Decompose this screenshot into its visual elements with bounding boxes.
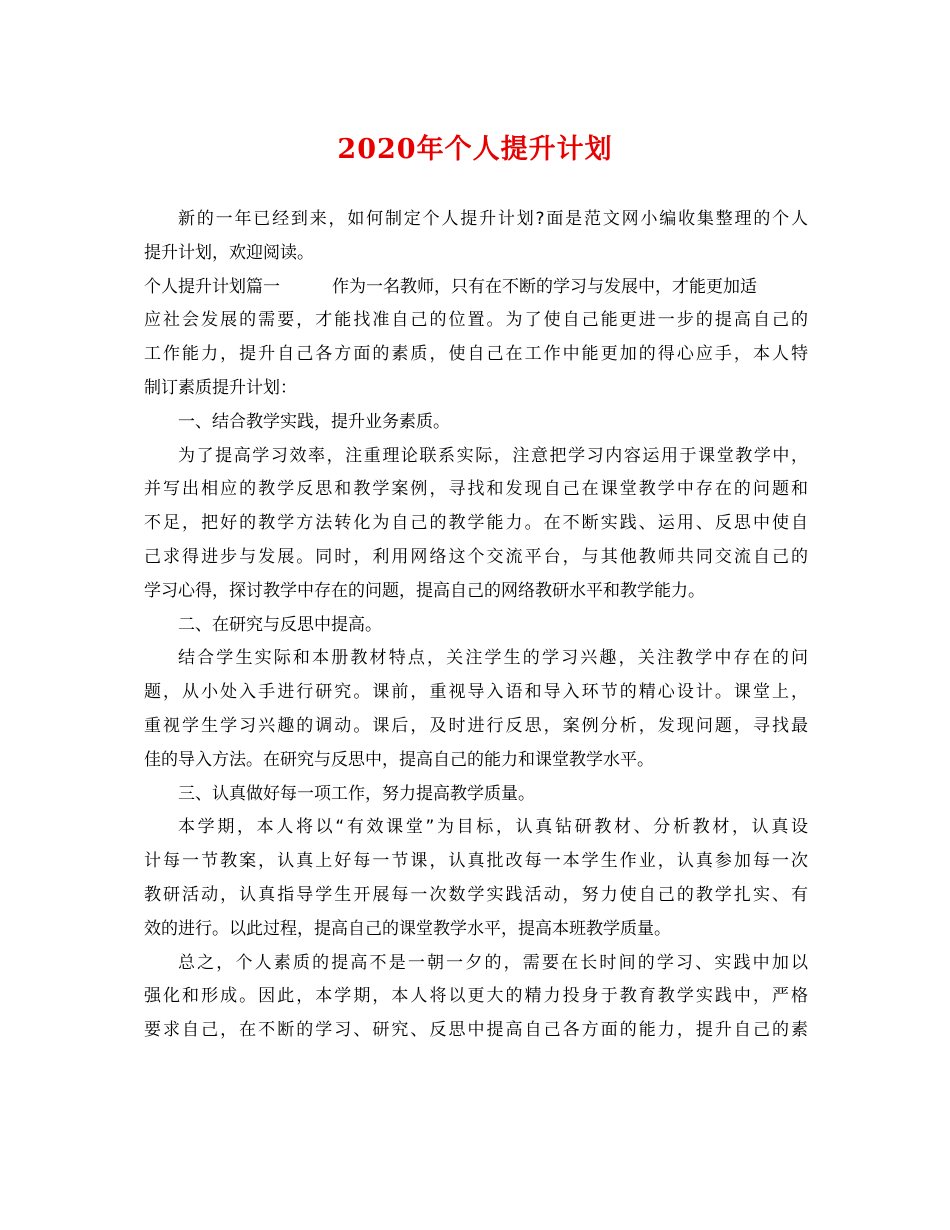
- para2-line-2: 题，从小处入手进行研究。课前，重视导入语和导入环节的精心设计。课堂上，: [144, 682, 808, 703]
- para1-line-3: 不足，把好的教学方法转化为自己的教学能力。在不断实践、运用、反思中使自: [144, 513, 808, 534]
- section-line-1: [144, 271, 808, 305]
- intro-line-2: 提升计划，欢迎阅读。: [144, 242, 314, 263]
- para3-line-2: 计每一节教案，认真上好每一节课，认真批改每一本学生作业，认真参加每一次: [144, 851, 808, 872]
- para3-line-1: 本学期，本人将以“有效课堂”为目标，认真钻研教材、分析教材，认真设: [178, 817, 808, 838]
- para1-line-1: 为了提高学习效率，注重理论联系实际，注意把学习内容运用于课堂教学中，: [178, 445, 808, 466]
- section-label: 个人提升计划篇一: [144, 276, 280, 297]
- section-line-3: 工作能力，提升自己各方面的素质，使自己在工作中能更加的得心应手，本人特: [144, 344, 808, 365]
- para4-line-1: 总之，个人素质的提高不是一朝一夕的，需要在长时间的学习、实践中加以: [178, 952, 808, 973]
- heading-1: 一、结合教学实践，提升业务素质。: [178, 411, 450, 432]
- para2-line-1: 结合学生实际和本册教材特点，关注学生的学习兴趣，关注教学中存在的问: [178, 648, 808, 669]
- para1-line-2: 并写出相应的教学反思和教学案例，寻找和发现自己在课堂教学中存在的问题和: [144, 479, 808, 500]
- heading-3: 三、认真做好每一项工作，努力提高教学质量。: [178, 783, 535, 804]
- para3-line-3: 教研活动，认真指导学生开展每一次数学实践活动，努力使自己的教学扎实、有: [144, 884, 808, 905]
- para1-line-5: 学习心得，探讨教学中存在的问题，提高自己的网络教研水平和教学能力。: [144, 580, 705, 601]
- para3-line-4: 效的进行。以此过程，提高自己的课堂教学水平，提高本班教学质量。: [144, 918, 671, 939]
- para2-line-3: 重视学生学习兴趣的调动。课后，及时进行反思，案例分析，发现问题，寻找最: [144, 715, 808, 736]
- document-body: [144, 203, 808, 1048]
- section-line-1-text: 作为一名教师，只有在不断的学习与发展中，才能更加适: [332, 276, 757, 297]
- document-title: 2020年个人提升计划: [337, 134, 613, 165]
- section-line-2: 应社会发展的需要，才能找准自己的位置。为了使自己能更进一步的提高自己的: [144, 310, 808, 331]
- para1-line-4: 己求得进步与发展。同时，利用网络这个交流平台，与其他教师共同交流自己的: [144, 546, 808, 567]
- para4-line-2: 强化和形成。因此，本学期，本人将以更大的精力投身于教育教学实践中，严格: [144, 986, 808, 1007]
- para2-line-4: 佳的导入方法。在研究与反思中，提高自己的能力和课堂教学水平。: [144, 749, 654, 770]
- intro-line-1: 新的一年已经到来，如何制定个人提升计划?面是范文网小编收集整理的个人: [178, 209, 808, 229]
- heading-2: 二、在研究与反思中提高。: [178, 614, 382, 635]
- section-line-4: 制订素质提升计划：: [144, 377, 297, 398]
- para4-line-3: 要求自己，在不断的学习、研究、反思中提高自己各方面的能力，提升自己的素: [144, 1020, 808, 1041]
